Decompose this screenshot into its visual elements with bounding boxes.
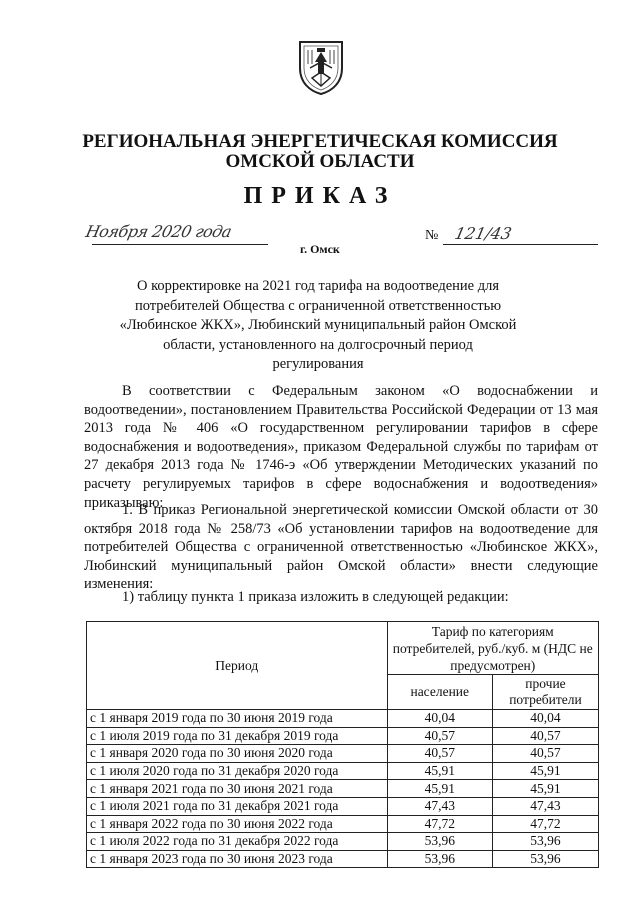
header-other-consumers: прочие потребители: [492, 675, 598, 710]
population-value: 47,43: [387, 797, 492, 815]
population-value: 40,57: [387, 745, 492, 763]
header-population: население: [387, 675, 492, 710]
number-label: №: [425, 228, 439, 243]
table-row: [87, 727, 599, 745]
population-value: 53,96: [387, 833, 492, 851]
table-row: [87, 780, 599, 798]
period-cell: с 1 июля 2022 года по 31 декабря 2022 года: [87, 833, 388, 851]
period-cell: с 1 января 2019 года по 30 июня 2019 года: [87, 710, 388, 728]
period-cell: с 1 января 2020 года по 30 июня 2020 года: [87, 745, 388, 763]
date-underline: [92, 244, 268, 245]
table-row: [87, 762, 599, 780]
table-row: [87, 850, 599, 868]
population-value: 40,57: [387, 727, 492, 745]
tariff-table: [86, 621, 599, 868]
preamble-paragraph: В соответствии с Федеральным законом «О водоснабжении и водоотведении», постановлением Правительства Российской Федерации от 13 мая 2013 года № 406 «О государственном регулировании тарифов в сфере водоснабжения и водоотведения», приказом Федеральной службы по тарифам от 27 декабря 2013 года № 1746-э «Об утверждении Методических указаний по расчету регулируемых тарифов в сфере водоснабжения и водоотведения» приказываю:: [84, 383, 598, 511]
order-subject: О корректировке на 2021 год тарифа на водоотведение для потребителей Общества с ограниченной ответственностью «Любинское ЖКХ», Любинский муниципальный район Омской области, установленного на долгосрочный период регулирования: [119, 278, 517, 372]
city-label: г. Омск: [300, 242, 340, 256]
number-underline: [443, 244, 598, 245]
population-value: 45,91: [387, 762, 492, 780]
other-value: 40,57: [492, 727, 598, 745]
table-row: [87, 710, 599, 728]
document-type-title: ПРИКАЗ: [243, 183, 397, 209]
other-value: 53,96: [492, 833, 598, 851]
coat-of-arms-emblem: [296, 38, 346, 96]
header-period: Период: [87, 622, 388, 710]
other-value: 40,04: [492, 710, 598, 728]
organization-name-line2: ОМСКОЙ ОБЛАСТИ: [225, 151, 415, 172]
period-cell: с 1 июля 2020 года по 31 декабря 2020 года: [87, 762, 388, 780]
header-tariff-group: Тариф по категориям потребителей, руб./куб. м (НДС не предусмотрен): [387, 622, 598, 675]
population-value: 47,72: [387, 815, 492, 833]
population-value: 40,04: [387, 710, 492, 728]
period-cell: с 1 января 2023 года по 30 июня 2023 года: [87, 850, 388, 868]
period-cell: с 1 июля 2019 года по 31 декабря 2019 года: [87, 727, 388, 745]
other-value: 45,91: [492, 762, 598, 780]
period-cell: с 1 января 2021 года по 30 июня 2021 года: [87, 780, 388, 798]
population-value: 45,91: [387, 780, 492, 798]
table-row: [87, 815, 599, 833]
handwritten-order-number: 121/43: [452, 224, 514, 243]
other-value: 47,72: [492, 815, 598, 833]
period-cell: с 1 июля 2021 года по 31 декабря 2021 года: [87, 797, 388, 815]
period-cell: с 1 января 2022 года по 30 июня 2022 года: [87, 815, 388, 833]
other-value: 53,96: [492, 850, 598, 868]
table-row: [87, 745, 599, 763]
item-1-subitem: 1) таблицу пункта 1 приказа изложить в следующей редакции:: [122, 589, 509, 605]
other-value: 45,91: [492, 780, 598, 798]
table-row: [87, 797, 599, 815]
handwritten-date: Ноября 2020 года: [83, 222, 234, 241]
other-value: 40,57: [492, 745, 598, 763]
population-value: 53,96: [387, 850, 492, 868]
other-value: 47,43: [492, 797, 598, 815]
item-1-paragraph: 1. В приказ Региональной энергетической комиссии Омской области от 30 октября 2018 года № 258/73 «Об установлении тарифов на водоотведение для потребителей Общества с ограниченной ответственностью «Любинское ЖКХ», Любинский муниципальный район Омской области» внести следующие изменения:: [84, 502, 598, 593]
table-row: [87, 833, 599, 851]
organization-name-line1: РЕГИОНАЛЬНАЯ ЭНЕРГЕТИЧЕСКАЯ КОМИССИЯ: [82, 131, 558, 152]
